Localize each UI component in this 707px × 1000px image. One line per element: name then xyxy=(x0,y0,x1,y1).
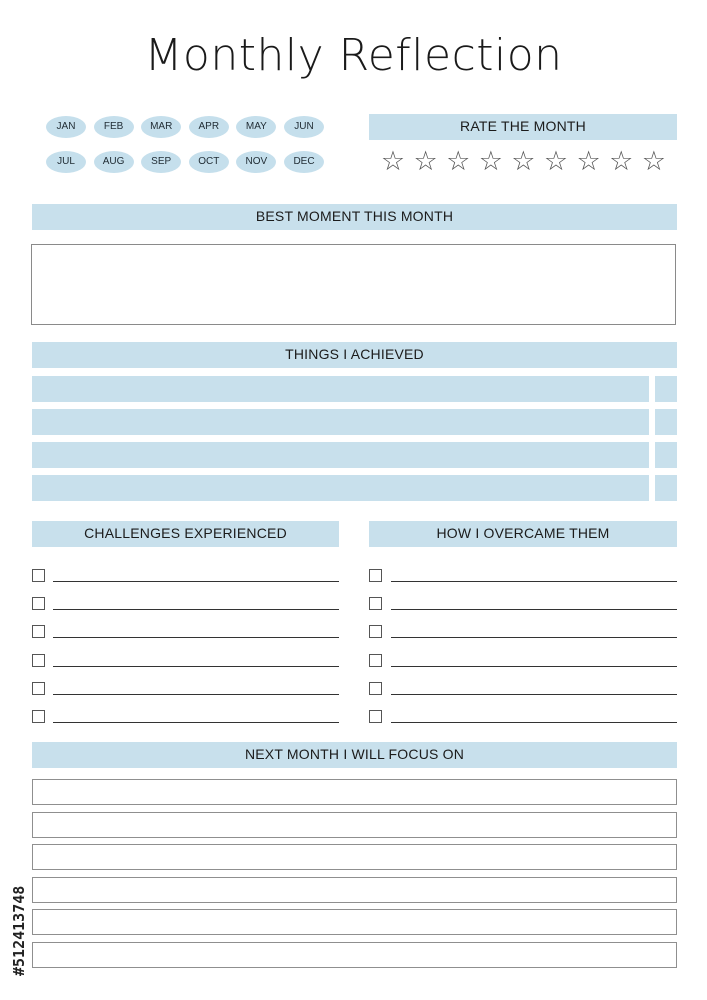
achieved-label: THINGS I ACHIEVED xyxy=(285,346,424,362)
overcame-checkbox[interactable] xyxy=(369,710,382,723)
month-dec[interactable]: DEC xyxy=(284,151,324,173)
challenges-label: CHALLENGES EXPERIENCED xyxy=(84,525,287,541)
overcame-line[interactable] xyxy=(391,581,677,582)
achieved-row-check[interactable] xyxy=(655,409,677,435)
overcame-checkbox[interactable] xyxy=(369,569,382,582)
focus-row[interactable] xyxy=(32,844,677,870)
star-icon[interactable]: ☆ xyxy=(576,146,601,176)
best-moment-label: BEST MOMENT THIS MONTH xyxy=(255,208,454,224)
challenge-checkbox[interactable] xyxy=(32,710,45,723)
challenge-checkbox[interactable] xyxy=(32,654,45,667)
overcame-line[interactable] xyxy=(391,694,677,695)
month-mar[interactable]: MAR xyxy=(141,116,181,138)
achieved-row-check[interactable] xyxy=(655,475,677,501)
achieved-row[interactable] xyxy=(32,475,649,501)
month-feb[interactable]: FEB xyxy=(94,116,134,138)
month-may[interactable]: MAY xyxy=(236,116,276,138)
star-icon[interactable]: ☆ xyxy=(511,146,536,176)
star-icon[interactable]: ☆ xyxy=(543,146,569,176)
overcame-line[interactable] xyxy=(391,637,677,638)
challenge-line[interactable] xyxy=(53,609,339,610)
challenge-checkbox[interactable] xyxy=(32,625,45,638)
focus-row[interactable] xyxy=(32,909,677,935)
focus-row[interactable] xyxy=(32,942,677,968)
achieved-row[interactable] xyxy=(32,442,649,468)
overcame-checkbox[interactable] xyxy=(369,682,382,695)
month-jun[interactable]: JUN xyxy=(284,116,324,138)
achieved-row[interactable] xyxy=(32,376,649,402)
challenge-checkbox[interactable] xyxy=(32,597,45,610)
month-apr[interactable]: APR xyxy=(189,116,229,138)
focus-row[interactable] xyxy=(32,877,677,903)
month-nov[interactable]: NOV xyxy=(236,151,276,173)
challenge-checkbox[interactable] xyxy=(32,682,45,695)
rate-month-header xyxy=(369,114,677,140)
challenge-line[interactable] xyxy=(53,666,339,667)
month-jan[interactable]: JAN xyxy=(46,116,86,138)
overcame-checkbox[interactable] xyxy=(369,625,382,638)
page-title: Monthly Reflection xyxy=(144,30,563,81)
month-sep[interactable]: SEP xyxy=(141,151,181,173)
star-icon[interactable]: ☆ xyxy=(609,146,634,176)
achieved-row[interactable] xyxy=(32,409,649,435)
overcame-line[interactable] xyxy=(391,609,677,610)
challenge-line[interactable] xyxy=(53,637,339,638)
best-moment-box[interactable] xyxy=(31,244,676,325)
best-moment-header xyxy=(32,204,677,230)
achieved-header xyxy=(32,342,677,368)
month-aug[interactable]: AUG xyxy=(94,151,134,173)
overcame-header xyxy=(369,521,677,547)
star-icon[interactable]: ☆ xyxy=(641,146,666,176)
month-jul[interactable]: JUL xyxy=(46,151,86,173)
challenge-checkbox[interactable] xyxy=(32,569,45,582)
stock-id-text: #512413748 xyxy=(10,885,28,976)
challenge-line[interactable] xyxy=(53,694,339,695)
overcame-line[interactable] xyxy=(391,666,677,667)
overcame-line[interactable] xyxy=(391,722,677,723)
month-oct[interactable]: OCT xyxy=(189,151,229,173)
star-icon[interactable]: ☆ xyxy=(413,146,438,176)
challenges-header xyxy=(32,521,339,547)
overcame-checkbox[interactable] xyxy=(369,597,382,610)
rate-month-label: RATE THE MONTH xyxy=(460,118,586,134)
focus-row[interactable] xyxy=(32,779,677,805)
focus-row[interactable] xyxy=(32,812,677,838)
next-month-label: NEXT MONTH I WILL FOCUS ON xyxy=(244,746,465,762)
star-icon[interactable]: ☆ xyxy=(478,146,503,176)
star-icon[interactable]: ☆ xyxy=(380,146,406,176)
stock-id-watermark xyxy=(6,770,32,980)
overcame-checkbox[interactable] xyxy=(369,654,382,667)
challenge-line[interactable] xyxy=(53,581,339,582)
achieved-row-check[interactable] xyxy=(655,442,677,468)
next-month-header xyxy=(32,742,677,768)
overcame-label: HOW I OVERCAME THEM xyxy=(436,525,610,541)
challenge-line[interactable] xyxy=(53,722,339,723)
star-icon[interactable]: ☆ xyxy=(446,146,471,176)
achieved-row-check[interactable] xyxy=(655,376,677,402)
